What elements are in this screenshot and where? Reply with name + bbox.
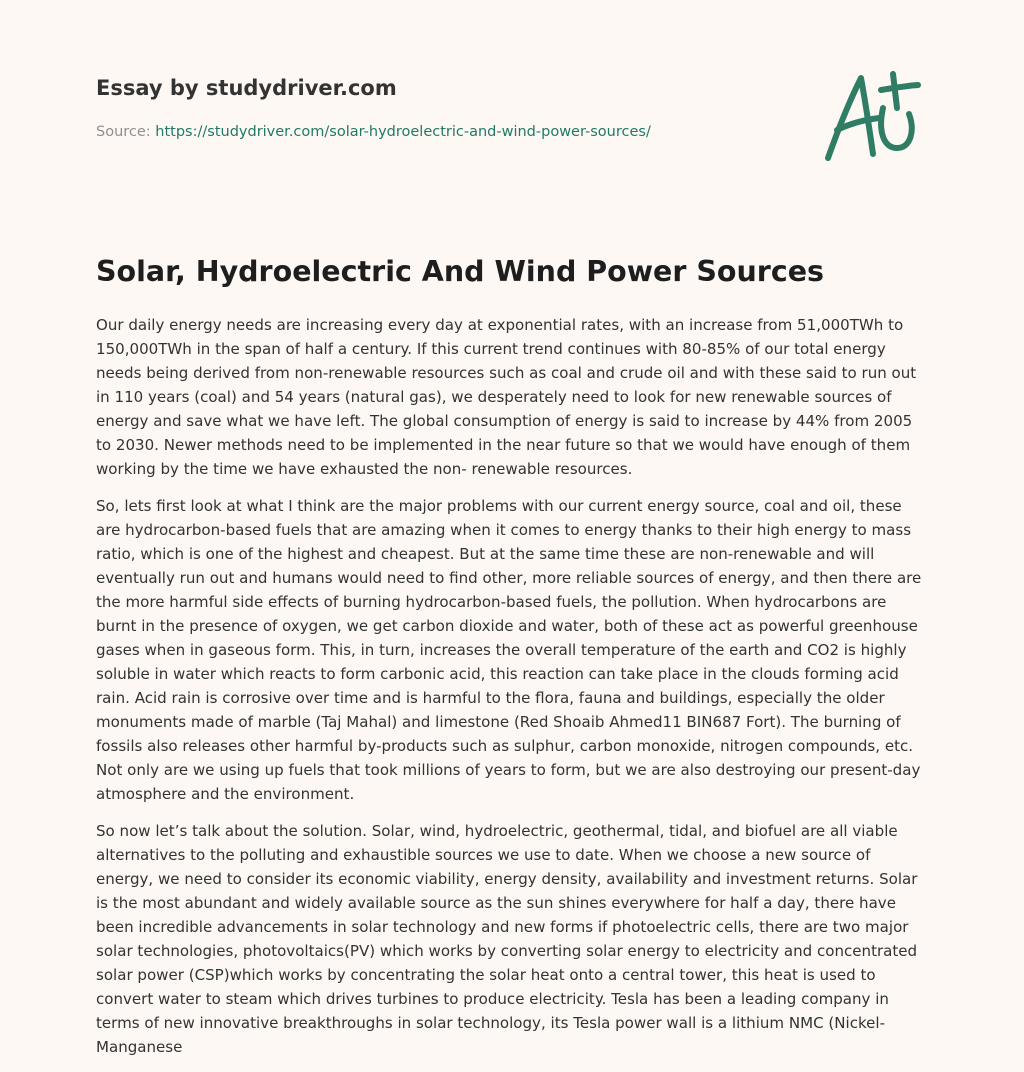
source-line — [96, 124, 651, 140]
a-plus-logo-icon — [823, 68, 928, 166]
paragraph: Our daily energy needs are increasing every day at exponential rates, with an increase from 51,000TWh to 150,000TWh in the span of half a century. If this current trend continues with 80-85% of our total energy needs being derived from non-renewable resources such as coal and crude oil and with these said to run out in 110 years (coal) and 54 years (natural gas), we desperately need to look for new renewable sources of energy and save what we have left. The global consumption of energy is said to increase by 44% from 2005 to 2030. Newer methods need to be implemented in the near future so that we would have enough of them working by the time we have exhausted the non- renewable resources. — [96, 316, 917, 478]
site-title: Essay by studydriver.com — [96, 76, 397, 100]
essay-body — [96, 313, 928, 1072]
source-link[interactable]: https://studydriver.com/solar-hydroelectric-and-wind-power-sources/ — [155, 124, 651, 140]
paragraph: So now let’s talk about the solution. Solar, wind, hydroelectric, geothermal, tidal, and biofuel are all viable alternatives to the polluting and exhaustible sources we use to date. When we choose a new source of energy, we need to consider its economic viability, energy density, availability and investment returns. Solar is the most abundant and widely available source as the sun shines everywhere for half a day, there have been incredible advancements in solar technology and new forms if photoelectric cells, there are two major solar technologies, photovoltaics(PV) which works by converting solar energy to electricity and concentrated solar power (CSP)which works by concentrating the solar heat onto a central tower, this heat is used to convert water to steam which drives turbines to produce electricity. Tesla has been a leading company in terms of new innovative breakthroughs in solar technology, its Tesla power wall is a lithium NMC (Nickel- Manganese — [96, 822, 918, 1056]
document-title: Solar, Hydroelectric And Wind Power Sources — [96, 255, 825, 288]
source-label: Source: — [96, 124, 156, 140]
paragraph: So, lets first look at what I think are the major problems with our current energy source, coal and oil, these are hydrocarbon-based fuels that are amazing when it comes to energy thanks to their high energy to mass ratio, which is one of the highest and cheapest. But at the same time these are non-renewable and will eventually run out and humans would need to find other, more reliable sources of energy, and then there are the more harmful side effects of burning hydrocarbon-based fuels, the pollution. When hydrocarbons are burnt in the presence of oxygen, we get carbon dioxide and water, both of these act as powerful greenhouse gases when in gaseous form. This, in turn, increases the overall temperature of the earth and CO2 is highly soluble in water which reacts to form carbonic acid, this reaction can take place in the clouds forming acid rain. Acid rain is corrosive over time and is harmful to the flora, fauna and buildings, especially the older monuments made of marble (Taj Mahal) and limestone (Red Shoaib Ahmed11 BIN687 Fort). The burning of fossils also releases other harmful by-products such as sulphur, carbon monoxide, nitrogen compounds, etc. Not only are we using up fuels that took millions of years to form, but we are also destroying our present-day atmosphere and the environment. — [96, 497, 922, 803]
essay-page — [96, 0, 928, 1056]
